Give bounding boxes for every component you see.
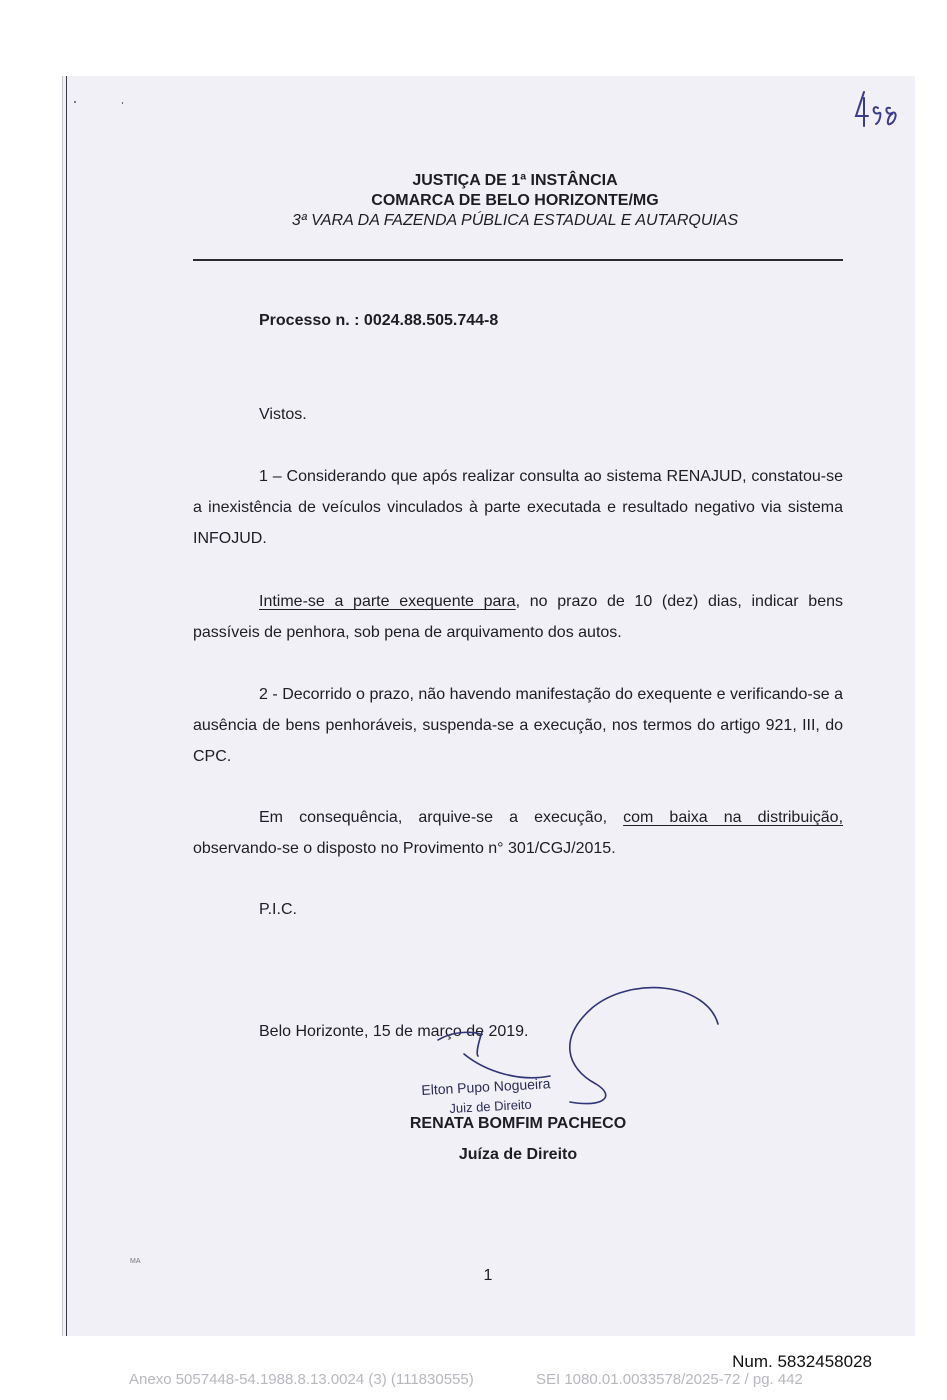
header-court: JUSTIÇA DE 1ª INSTÂNCIA [412,172,618,189]
place-date: Belo Horizonte, 15 de março de 2019. [259,1023,529,1040]
document-header [200,171,830,231]
signer-name: RENATA BOMFIM PACHECO [409,1115,627,1132]
page-edge-line [66,76,67,1336]
paragraph-4-underlined: com baixa na distribuição, [623,809,844,826]
process-number: Processo n. : 0024.88.505.744-8 [259,312,499,329]
paragraph-4-start: Em consequência, arquive-se a execução, [259,809,624,826]
footer-annex: Anexo 5057448-54.1988.8.13.0024 (3) (111830555) [129,1371,474,1388]
paragraph-2 [193,586,843,648]
footer-sei: SEI 1080.01.0033578/2025-72 / pg. 442 [536,1371,803,1388]
document-number: Num. 5832458028 [732,1352,872,1371]
signer-role: Juíza de Direito [458,1146,578,1163]
paragraph-3 [193,679,843,772]
scan-speck [122,102,123,104]
signature-stamp-name: Elton Pupo Nogueira [421,1075,551,1098]
scan-speck [74,101,76,103]
scan-mark: MA [130,1258,141,1265]
page-number: 1 [483,1267,493,1284]
paragraph-1-text: 1 – Considerando que após realizar consulta ao sistema RENAJUD, constatou-se a inexistência de veículos vinculados à parte executada e resultado negativo via sistema INFOJUD. [193,468,843,547]
pic-text: P.I.C. [259,901,297,918]
paragraph-2-text: , no prazo de 10 (dez) dias, indicar bens passíveis de penhora, sob pena de arquivamento dos autos. [193,593,844,641]
handwritten-folio-number [852,86,902,130]
header-rule [193,259,843,261]
paragraph-4-text: observando-se o disposto no Provimento n° 301/CGJ/2015. [193,840,616,857]
signature-stamp-role: Juiz de Direito [449,1096,533,1116]
paragraph-4 [193,802,843,864]
paragraph-2-underlined: Intime-se a parte exequente para [259,593,516,610]
header-comarca: COMARCA DE BELO HORIZONTE/MG [371,192,659,209]
paragraph-3-text: 2 - Decorrido o prazo, não havendo manifestação do exequente e verificando-se a ausência de bens penhoráveis, suspenda-se a execução, nos termos do artigo 921, III, do CPC. [193,686,843,765]
header-vara: 3ª VARA DA FAZENDA PÚBLICA ESTADUAL E AUTARQUIAS [291,212,739,229]
paragraph-1 [193,461,843,554]
vistos-text: Vistos. [259,406,307,423]
